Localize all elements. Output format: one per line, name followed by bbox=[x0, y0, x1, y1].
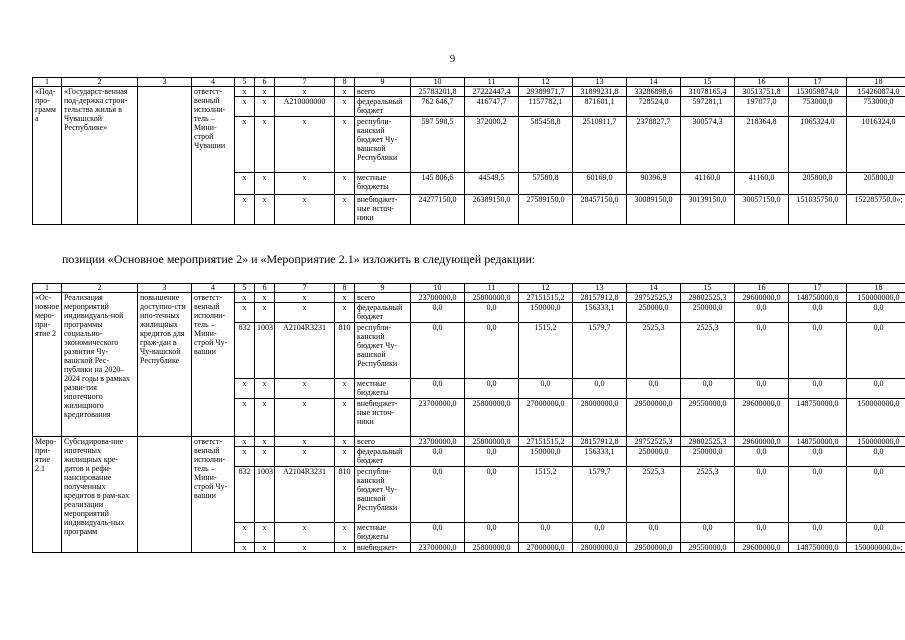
column-number-cell: 14 bbox=[627, 284, 681, 293]
name-cell: «Ос-новное меро-при-ятие 2 bbox=[33, 293, 62, 437]
value-cell: 0,0 bbox=[411, 447, 465, 467]
value-cell: всего bbox=[355, 293, 411, 303]
value-cell: 29600000,0 bbox=[735, 437, 789, 447]
value-cell: 0,0 bbox=[573, 523, 627, 543]
value-cell: 1003 bbox=[255, 323, 275, 379]
title-cell: Реализация мероприятий индивидуаль-ной программы социально-экономического развития Чу-вашской Рес-публики на 2020–2024 годы в рамках разви-тия ипотечного жилищного кредитования bbox=[62, 293, 138, 437]
value-cell: 29802525,3 bbox=[681, 293, 735, 303]
value-cell: 25783201,8 bbox=[411, 87, 465, 97]
value-cell: местные бюджеты bbox=[355, 523, 411, 543]
value-cell: 0,0 bbox=[847, 323, 905, 379]
value-cell: 300574,3 bbox=[681, 117, 735, 173]
value-cell: x bbox=[275, 303, 335, 323]
value-cell: x bbox=[235, 195, 255, 225]
value-cell: 33286898,6 bbox=[627, 87, 681, 97]
value-cell: внебюджет- bbox=[355, 543, 411, 553]
value-cell: 871601,1 bbox=[573, 97, 627, 117]
value-cell: внебюджет-ные источ-ники bbox=[355, 399, 411, 437]
value-cell: 0,0 bbox=[847, 379, 905, 399]
value-cell: 1515,2 bbox=[519, 467, 573, 523]
column-number-cell: 11 bbox=[465, 78, 519, 87]
value-cell: 810 bbox=[335, 467, 355, 523]
value-cell: x bbox=[275, 543, 335, 553]
value-cell: x bbox=[335, 173, 355, 195]
value-cell: внебюджет-ные источ-ники bbox=[355, 195, 411, 225]
value-cell: федеральный бюджет bbox=[355, 447, 411, 467]
value-cell: 1157782,1 bbox=[519, 97, 573, 117]
value-cell: 25800000,0 bbox=[465, 399, 519, 437]
value-cell: 0,0 bbox=[789, 379, 847, 399]
value-cell: 0,0 bbox=[573, 379, 627, 399]
value-cell: 1515,2 bbox=[519, 323, 573, 379]
column-number-cell: 2 bbox=[62, 78, 138, 87]
column-number-cell: 16 bbox=[735, 78, 789, 87]
title-cell: Субсидирова-ние ипотечных жилищных кре-дитов и рефи-нансирование полученных кредитов в рам-ках реализации мероприятий индивидуаль-ных программ bbox=[62, 437, 138, 553]
value-cell: x bbox=[335, 447, 355, 467]
value-cell: 29600000,0 bbox=[735, 293, 789, 303]
value-cell: x bbox=[235, 379, 255, 399]
value-cell: 218364,8 bbox=[735, 117, 789, 173]
value-cell: 416747,7 bbox=[465, 97, 519, 117]
value-cell: x bbox=[275, 173, 335, 195]
value-cell: 0,0 bbox=[411, 379, 465, 399]
value-cell: x bbox=[235, 437, 255, 447]
value-cell: 1016324,0 bbox=[847, 117, 905, 173]
value-cell: 0,0 bbox=[789, 303, 847, 323]
value-cell: x bbox=[335, 303, 355, 323]
value-cell: 0,0 bbox=[735, 447, 789, 467]
column-number-cell: 9 bbox=[355, 284, 411, 293]
value-cell: A210000000 bbox=[275, 97, 335, 117]
column-number-cell: 7 bbox=[275, 78, 335, 87]
value-cell: 30057150,0 bbox=[735, 195, 789, 225]
column-number-cell: 18 bbox=[847, 284, 905, 293]
value-cell: x bbox=[235, 173, 255, 195]
value-cell: 250000,0 bbox=[681, 303, 735, 323]
value-cell: 29802525,3 bbox=[681, 437, 735, 447]
value-cell: 28157912,8 bbox=[573, 293, 627, 303]
value-cell: республи-канский бюджет Чу-вашской Республики bbox=[355, 323, 411, 379]
column-number-cell: 16 bbox=[735, 284, 789, 293]
value-cell: 0,0 bbox=[735, 523, 789, 543]
value-cell: 28000000,0 bbox=[573, 399, 627, 437]
value-cell: 145 806,6 bbox=[411, 173, 465, 195]
value-cell: x bbox=[335, 523, 355, 543]
value-cell: 25800000,0 bbox=[465, 437, 519, 447]
value-cell: x bbox=[235, 399, 255, 437]
goal-cell bbox=[138, 437, 192, 553]
value-cell: x bbox=[235, 523, 255, 543]
value-cell: 25800000,0 bbox=[465, 293, 519, 303]
value-cell: федеральный бюджет bbox=[355, 303, 411, 323]
value-cell: 29500000,0 bbox=[627, 543, 681, 553]
value-cell: x bbox=[255, 523, 275, 543]
value-cell: x bbox=[275, 447, 335, 467]
value-cell: x bbox=[235, 303, 255, 323]
value-cell: x bbox=[235, 293, 255, 303]
value-cell: 0,0 bbox=[735, 379, 789, 399]
value-cell: 1065324,0 bbox=[789, 117, 847, 173]
value-cell: 23700000,0 bbox=[411, 543, 465, 553]
value-cell: 0,0 bbox=[735, 467, 789, 523]
title-cell: «Государст-венная под-держка строи-тельства жилья в Чувашской Республике» bbox=[62, 87, 138, 225]
column-number-cell: 18 bbox=[847, 78, 905, 87]
value-cell: x bbox=[335, 117, 355, 173]
value-cell: 150000,0 bbox=[519, 303, 573, 323]
value-cell: x bbox=[335, 97, 355, 117]
value-cell: 148750000,0 bbox=[789, 399, 847, 437]
value-cell: 832 bbox=[235, 467, 255, 523]
value-cell: 0,0 bbox=[735, 323, 789, 379]
executor-cell: ответст-венный исполни-тель – Мини-строй Чу-вашии bbox=[192, 293, 235, 437]
value-cell: 0,0 bbox=[789, 523, 847, 543]
value-cell: 0,0 bbox=[789, 323, 847, 379]
value-cell: x bbox=[235, 87, 255, 97]
value-cell: 205800,0 bbox=[789, 173, 847, 195]
column-number-cell: 2 bbox=[62, 284, 138, 293]
value-cell: 29550000,0 bbox=[681, 399, 735, 437]
value-cell: 0,0 bbox=[519, 379, 573, 399]
value-cell: 2525,3 bbox=[627, 323, 681, 379]
value-cell: 0,0 bbox=[411, 323, 465, 379]
value-cell: 205800,0 bbox=[847, 173, 905, 195]
value-cell: 27151515,2 bbox=[519, 293, 573, 303]
column-number-cell: 13 bbox=[573, 78, 627, 87]
value-cell: 0,0 bbox=[681, 379, 735, 399]
value-cell: 29389971,7 bbox=[519, 87, 573, 97]
value-cell: 156333,1 bbox=[573, 447, 627, 467]
goal-cell bbox=[138, 87, 192, 225]
value-cell: 0,0 bbox=[681, 523, 735, 543]
value-cell: x bbox=[255, 117, 275, 173]
value-cell: x bbox=[255, 97, 275, 117]
value-cell: A2104R3231 bbox=[275, 467, 335, 523]
value-cell: всего bbox=[355, 437, 411, 447]
page-number: 9 bbox=[449, 53, 456, 65]
column-number-cell: 15 bbox=[681, 78, 735, 87]
column-number-cell: 9 bbox=[355, 78, 411, 87]
column-number-cell: 11 bbox=[465, 284, 519, 293]
value-cell: 28000000,0 bbox=[573, 543, 627, 553]
value-cell: 26389150,0 bbox=[465, 195, 519, 225]
value-cell: 0,0 bbox=[465, 303, 519, 323]
value-cell: 148750000,0 bbox=[789, 543, 847, 553]
value-cell: 2525,3 bbox=[681, 323, 735, 379]
value-cell: 150000,0 bbox=[519, 447, 573, 467]
table-row bbox=[33, 87, 905, 97]
value-cell: x bbox=[335, 399, 355, 437]
value-cell: 41160,0 bbox=[735, 173, 789, 195]
value-cell: 29550000,0 bbox=[681, 543, 735, 553]
value-cell: 154260874,0 bbox=[847, 87, 905, 97]
value-cell: 153059874,0 bbox=[789, 87, 847, 97]
value-cell: x bbox=[235, 97, 255, 117]
value-cell: x bbox=[255, 437, 275, 447]
column-number-cell: 15 bbox=[681, 284, 735, 293]
value-cell: 0,0 bbox=[465, 447, 519, 467]
value-cell: 0,0 bbox=[627, 523, 681, 543]
goal-cell: повышение доступно-сти ипо-течных жилищных кредитов для граж-дан в Чу-вашской Республике bbox=[138, 293, 192, 437]
value-cell: x bbox=[335, 437, 355, 447]
value-cell: 0,0 bbox=[411, 523, 465, 543]
instruction-text: позиции «Основное мероприятие 2» и «Мероприятие 2.1» изложить в следующей редакции: bbox=[62, 252, 536, 266]
value-cell: x bbox=[235, 447, 255, 467]
value-cell: 0,0 bbox=[847, 447, 905, 467]
value-cell: 0,0 bbox=[735, 303, 789, 323]
value-cell: 753000,0 bbox=[789, 97, 847, 117]
value-cell: 0,0 bbox=[465, 467, 519, 523]
value-cell: 0,0 bbox=[411, 303, 465, 323]
value-cell: 29600000,0 bbox=[735, 399, 789, 437]
table-row bbox=[33, 437, 905, 447]
value-cell: x bbox=[255, 87, 275, 97]
value-cell: 728524,0 bbox=[627, 97, 681, 117]
value-cell: 27222447,4 bbox=[465, 87, 519, 97]
value-cell: 0,0 bbox=[411, 467, 465, 523]
value-cell: 372000,2 bbox=[465, 117, 519, 173]
value-cell: 1579,7 bbox=[573, 323, 627, 379]
column-number-cell: 17 bbox=[789, 78, 847, 87]
value-cell: федеральный бюджет bbox=[355, 97, 411, 117]
value-cell: 31899231,8 bbox=[573, 87, 627, 97]
value-cell: 0,0 bbox=[465, 323, 519, 379]
value-cell: 23700000,0 bbox=[411, 437, 465, 447]
value-cell: x bbox=[235, 543, 255, 553]
value-cell: x bbox=[275, 87, 335, 97]
value-cell: 29752525,3 bbox=[627, 293, 681, 303]
value-cell: 27151515,2 bbox=[519, 437, 573, 447]
column-number-cell: 3 bbox=[138, 78, 192, 87]
value-cell: 23700000,0 bbox=[411, 399, 465, 437]
column-number-cell: 1 bbox=[33, 284, 62, 293]
value-cell: x bbox=[235, 117, 255, 173]
value-cell: x bbox=[275, 195, 335, 225]
value-cell: 156333,1 bbox=[573, 303, 627, 323]
value-cell: 0,0 bbox=[465, 523, 519, 543]
value-cell: 31078165,4 bbox=[681, 87, 735, 97]
value-cell: 148750000,0 bbox=[789, 293, 847, 303]
value-cell: 150000000,0 bbox=[847, 437, 905, 447]
value-cell: A2104R3231 bbox=[275, 323, 335, 379]
column-number-cell: 12 bbox=[519, 284, 573, 293]
value-cell: x bbox=[255, 447, 275, 467]
value-cell: x bbox=[255, 379, 275, 399]
value-cell: 148750000,0 bbox=[789, 437, 847, 447]
column-number-cell: 4 bbox=[192, 284, 235, 293]
column-number-cell: 4 bbox=[192, 78, 235, 87]
value-cell: x bbox=[335, 87, 355, 97]
value-cell: x bbox=[255, 303, 275, 323]
value-cell: x bbox=[335, 379, 355, 399]
value-cell: 0,0 bbox=[789, 467, 847, 523]
value-cell: 60169,0 bbox=[573, 173, 627, 195]
column-number-cell: 6 bbox=[255, 284, 275, 293]
value-cell: 2510911,7 bbox=[573, 117, 627, 173]
column-number-cell: 10 bbox=[411, 284, 465, 293]
value-cell: 585458,8 bbox=[519, 117, 573, 173]
value-cell: 762 646,7 bbox=[411, 97, 465, 117]
column-number-cell: 12 bbox=[519, 78, 573, 87]
value-cell: 250000,0 bbox=[627, 303, 681, 323]
column-number-cell: 8 bbox=[335, 284, 355, 293]
value-cell: x bbox=[275, 293, 335, 303]
measures-table bbox=[32, 283, 905, 553]
value-cell: 28157912,8 bbox=[573, 437, 627, 447]
value-cell: 28457150,0 bbox=[573, 195, 627, 225]
value-cell: 151035750,0 bbox=[789, 195, 847, 225]
value-cell: 1579,7 bbox=[573, 467, 627, 523]
column-numbers-row bbox=[33, 78, 905, 87]
value-cell: республи-канский бюджет Чу-вашской Республики bbox=[355, 117, 411, 173]
value-cell: 90396,9 bbox=[627, 173, 681, 195]
column-number-cell: 17 bbox=[789, 284, 847, 293]
column-number-cell: 3 bbox=[138, 284, 192, 293]
value-cell: всего bbox=[355, 87, 411, 97]
value-cell: 41160,0 bbox=[681, 173, 735, 195]
value-cell: 27589150,0 bbox=[519, 195, 573, 225]
value-cell: x bbox=[275, 379, 335, 399]
column-number-cell: 5 bbox=[235, 284, 255, 293]
column-number-cell: 5 bbox=[235, 78, 255, 87]
name-cell: Меро-при-ятие 2.1 bbox=[33, 437, 62, 553]
value-cell: 150000000,0 bbox=[847, 399, 905, 437]
value-cell: 29600000,0 bbox=[735, 543, 789, 553]
value-cell: 30089150,0 bbox=[627, 195, 681, 225]
value-cell: 29500000,0 bbox=[627, 399, 681, 437]
value-cell: 25800000,0 bbox=[465, 543, 519, 553]
name-cell: «Под-про-грамма bbox=[33, 87, 62, 225]
value-cell: 27000000,0 bbox=[519, 399, 573, 437]
value-cell: 2525,3 bbox=[681, 467, 735, 523]
column-number-cell: 13 bbox=[573, 284, 627, 293]
value-cell: x bbox=[255, 173, 275, 195]
column-number-cell: 14 bbox=[627, 78, 681, 87]
value-cell: 0,0 bbox=[519, 523, 573, 543]
value-cell: республи-канский бюджет Чу-вашской Республики bbox=[355, 467, 411, 523]
value-cell: x bbox=[275, 399, 335, 437]
executor-cell: ответст-венный исполни-тель – Мини-строй Чу-вашии bbox=[192, 437, 235, 553]
value-cell: x bbox=[335, 293, 355, 303]
column-number-cell: 8 bbox=[335, 78, 355, 87]
value-cell: 30139150,0 bbox=[681, 195, 735, 225]
value-cell: x bbox=[275, 523, 335, 543]
value-cell: 753000,0 bbox=[847, 97, 905, 117]
value-cell: x bbox=[255, 399, 275, 437]
value-cell: x bbox=[335, 195, 355, 225]
value-cell: 810 bbox=[335, 323, 355, 379]
value-cell: x bbox=[255, 293, 275, 303]
value-cell: 0,0 bbox=[789, 447, 847, 467]
value-cell: x bbox=[255, 543, 275, 553]
value-cell: 597281,1 bbox=[681, 97, 735, 117]
value-cell: 24277150,0 bbox=[411, 195, 465, 225]
value-cell: x bbox=[335, 543, 355, 553]
value-cell: x bbox=[275, 437, 335, 447]
value-cell: 29752525,3 bbox=[627, 437, 681, 447]
value-cell: 250000,0 bbox=[627, 447, 681, 467]
column-number-cell: 10 bbox=[411, 78, 465, 87]
column-number-cell: 6 bbox=[255, 78, 275, 87]
value-cell: местные бюджеты bbox=[355, 173, 411, 195]
value-cell: 1003 bbox=[255, 467, 275, 523]
value-cell: 0,0 bbox=[847, 303, 905, 323]
column-number-cell: 1 bbox=[33, 78, 62, 87]
value-cell: 57580,8 bbox=[519, 173, 573, 195]
table-row bbox=[33, 293, 905, 303]
value-cell: 2378827,7 bbox=[627, 117, 681, 173]
value-cell: 30513751,8 bbox=[735, 87, 789, 97]
value-cell: 2525,3 bbox=[627, 467, 681, 523]
value-cell: 832 bbox=[235, 323, 255, 379]
value-cell: местные бюджеты bbox=[355, 379, 411, 399]
value-cell: 152285750,0»; bbox=[847, 195, 905, 225]
value-cell: 0,0 bbox=[847, 523, 905, 543]
subprogram-table bbox=[32, 77, 905, 225]
value-cell: 27000000,0 bbox=[519, 543, 573, 553]
column-number-cell: 7 bbox=[275, 284, 335, 293]
value-cell: 150000000,0»; bbox=[847, 543, 905, 553]
value-cell: 44549,5 bbox=[465, 173, 519, 195]
executor-cell: ответст-венный исполни-тель – Мини-строй Чувашии bbox=[192, 87, 235, 225]
column-numbers-row bbox=[33, 284, 905, 293]
value-cell: 150000000,0 bbox=[847, 293, 905, 303]
value-cell: 250000,0 bbox=[681, 447, 735, 467]
value-cell: 197077,0 bbox=[735, 97, 789, 117]
value-cell: x bbox=[275, 117, 335, 173]
value-cell: 0,0 bbox=[465, 379, 519, 399]
value-cell: 23700000,0 bbox=[411, 293, 465, 303]
value-cell: 0,0 bbox=[627, 379, 681, 399]
value-cell: x bbox=[255, 195, 275, 225]
value-cell: 0,0 bbox=[847, 467, 905, 523]
value-cell: 597 598,5 bbox=[411, 117, 465, 173]
